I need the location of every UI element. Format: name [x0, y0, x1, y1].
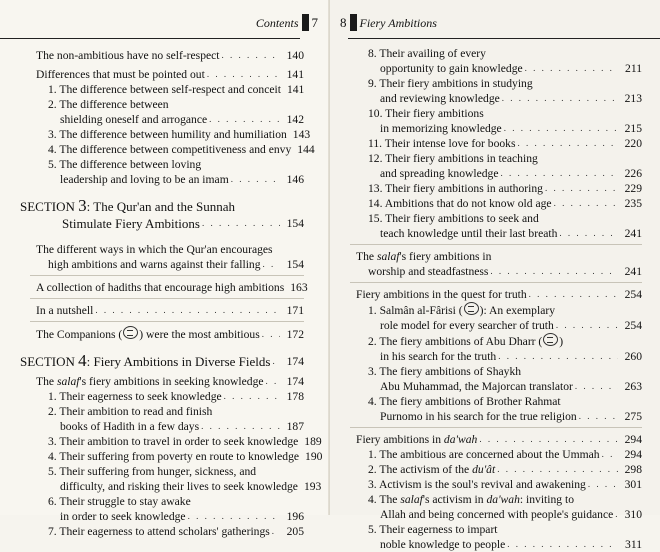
leader-dots	[231, 173, 280, 187]
right-toc	[356, 46, 642, 552]
toc-entry[interactable]: teach knowledge until their last breath . . . 241	[356, 226, 642, 241]
leader-dots	[497, 463, 618, 477]
page-ref: 141	[286, 83, 305, 96]
right-header-page-number: 8	[340, 15, 347, 30]
leader-dots	[224, 390, 280, 404]
page-ref: 254	[624, 319, 642, 332]
page-ref: 298	[624, 463, 642, 476]
leader-dots	[479, 433, 618, 447]
leader-dots	[201, 420, 280, 434]
toc-entry-line[interactable]: The salaf's fiery ambitions in	[356, 250, 492, 263]
toc-entry[interactable]: shielding oneself and arrogance . . . 142	[36, 112, 304, 127]
toc-entry[interactable]: 3. The difference between humility and humiliation 143	[48, 128, 311, 141]
leader-dots	[272, 355, 280, 370]
right-page	[330, 0, 660, 551]
toc-entry[interactable]: worship and steadfastness . . . 241	[356, 264, 642, 279]
toc-entry-line[interactable]: 15. Their fiery ambitions to seek and	[368, 212, 539, 225]
divider	[30, 321, 304, 322]
page-ref: 143	[292, 128, 311, 141]
toc-entry-line[interactable]: 5. Their suffering from hunger, sickness, and	[48, 465, 257, 478]
toc-entry[interactable]: 13. Their fiery ambitions in authoring . . . 229	[356, 181, 642, 196]
toc-entry[interactable]: and spreading knowledge . . . 226	[356, 166, 642, 181]
page-ref: 263	[624, 380, 642, 393]
left-page	[0, 0, 330, 538]
toc-entry[interactable]: The Companions ( ) were the most ambitious . . . 172	[36, 326, 304, 342]
toc-entry-line[interactable]: 5. Their eagerness to impart	[368, 523, 498, 536]
toc-entry[interactable]: Fiery ambitions in da'wah . . . 294	[356, 432, 642, 447]
leader-dots	[504, 122, 618, 136]
divider	[350, 244, 642, 245]
toc-entry-line[interactable]: 4. The salaf's activism in da'wah: inviting to	[368, 493, 574, 506]
leader-dots	[556, 319, 618, 333]
toc-entry[interactable]: The salaf's fiery ambitions in seeking knowledge . . . 174	[36, 374, 304, 389]
right-header-title: Fiery Ambitions	[359, 16, 437, 30]
toc-entry-line[interactable]: 2. Their ambition to read and finish	[48, 405, 213, 418]
toc-entry[interactable]: Differences that must be pointed out . . . 141	[36, 67, 304, 82]
page-ref: 229	[624, 182, 642, 195]
toc-entry[interactable]: and reviewing knowledge . . . 213	[356, 91, 642, 106]
leader-dots	[272, 525, 280, 539]
page-ref: 174	[286, 375, 304, 388]
toc-entry[interactable]: in memorizing knowledge . . . 215	[356, 121, 642, 136]
right-page-header	[340, 14, 437, 31]
leader-dots	[529, 288, 618, 302]
toc-entry[interactable]: high ambitions and warns against their falling . . . 154	[36, 257, 304, 272]
header-bar-marker	[302, 14, 309, 31]
page-ref: 220	[624, 137, 642, 150]
toc-entry[interactable]: 14. Ambitions that do not know old age . . . 235	[356, 196, 642, 211]
page-ref: 311	[625, 538, 642, 551]
leader-dots	[266, 375, 280, 389]
page-ref: 294	[624, 433, 642, 446]
toc-entry[interactable]: Allah and being concerned with people's guidance . . . 310	[356, 507, 642, 522]
page-ref: 154	[286, 217, 304, 230]
leader-dots	[188, 510, 280, 524]
toc-entry[interactable]: books of Hadith in a few days . . . 187	[36, 419, 304, 434]
header-bar-marker	[350, 14, 357, 31]
page-ref: 178	[286, 390, 304, 403]
page-ref: 260	[624, 350, 642, 363]
toc-entry[interactable]: role model for every searcher of truth . . . 254	[356, 318, 642, 333]
page-ref: 189	[304, 435, 322, 448]
page-ref: 174	[286, 355, 304, 368]
page-ref: 241	[624, 227, 642, 240]
toc-entry[interactable]: In a nutshell . . . 171	[36, 303, 304, 318]
leader-dots	[498, 350, 618, 364]
page-ref: 190	[305, 450, 323, 463]
page-ref: 310	[624, 508, 642, 521]
leader-dots	[263, 258, 280, 272]
page-ref: 171	[286, 304, 304, 317]
leader-dots	[502, 92, 618, 106]
page-ref: 241	[624, 265, 642, 278]
section-4-heading[interactable]: SECTION 4: Fiery Ambitions in Diverse Fields . . . 174	[20, 352, 304, 370]
page-ref: 144	[297, 143, 315, 156]
page-ref: 163	[290, 281, 308, 294]
toc-entry-line[interactable]: 12. Their fiery ambitions in teaching	[368, 152, 538, 165]
page-ref: 226	[624, 167, 642, 180]
toc-entry[interactable]: in his search for the truth . . . 260	[356, 349, 642, 364]
page-ref: 275	[624, 410, 642, 423]
honorific-glyph-icon	[464, 302, 479, 315]
page-ref: 211	[625, 62, 642, 75]
leader-dots	[202, 217, 280, 232]
honorific-glyph-icon	[123, 326, 138, 339]
toc-entry[interactable]: Purnomo in his search for the true religion . . . 275	[356, 409, 642, 424]
page-ref: 196	[286, 510, 304, 523]
toc-entry-line[interactable]: 1. Salmân al-Fârisi ( ): An exemplary	[368, 304, 556, 317]
toc-entry-line[interactable]: 5. The difference between loving	[48, 158, 202, 171]
toc-entry-line[interactable]: 10. Their fiery ambitions	[368, 107, 484, 120]
toc-entry[interactable]: Abu Muhammad, the Majorcan translator . . . 263	[356, 379, 642, 394]
toc-entry[interactable]: 3. Their ambition to travel in order to seek knowledge 189	[48, 435, 322, 448]
toc-entry[interactable]: in order to seek knowledge . . . 196	[36, 509, 304, 524]
leader-dots	[579, 410, 618, 424]
toc-entry[interactable]: 1. The ambitious are concerned about the Ummah . . . 294	[356, 447, 642, 462]
leader-dots	[222, 49, 280, 63]
divider	[30, 275, 304, 276]
leader-dots	[554, 197, 618, 211]
leader-dots	[490, 265, 618, 279]
toc-entry-line[interactable]: 8. Their availing of every	[368, 47, 486, 60]
toc-entry[interactable]: 2. The activism of the du'ât . . . 298	[356, 462, 642, 477]
toc-entry-line[interactable]: 6. Their struggle to stay awake	[48, 495, 191, 508]
toc-entry[interactable]: 11. Their intense love for books . . . 220	[356, 136, 642, 151]
divider	[350, 427, 642, 428]
toc-entry-line[interactable]: 4. The fiery ambitions of Brother Rahmat	[368, 395, 561, 408]
leader-dots	[500, 167, 618, 181]
toc-entry-line[interactable]: 2. The difference between	[48, 98, 169, 111]
page-ref: 215	[624, 122, 642, 135]
toc-entry[interactable]: 4. Their suffering from poverty en route to knowledge 190	[48, 450, 323, 463]
page-ref: 193	[303, 480, 322, 493]
toc-entry-line[interactable]: 3. The fiery ambitions of Shaykh	[368, 365, 522, 378]
leader-dots	[545, 182, 618, 196]
page-ref: 254	[624, 288, 642, 301]
toc-entry[interactable]: 1. Their eagerness to seek knowledge . . . 178	[36, 389, 304, 404]
leader-dots	[575, 380, 618, 394]
leader-dots	[507, 538, 618, 552]
toc-entry[interactable]: A collection of hadiths that encourage high ambitions 163	[36, 281, 308, 294]
leader-dots	[525, 62, 618, 76]
toc-entry[interactable]: 7. Their eagerness to attend scholars' gatherings . . . 205	[36, 524, 304, 539]
leader-dots	[262, 328, 280, 342]
page-ref: 172	[286, 328, 304, 341]
leader-dots	[588, 478, 618, 492]
header-rule	[0, 38, 300, 39]
divider	[350, 282, 642, 283]
page-ref: 187	[286, 420, 304, 433]
toc-entry-line[interactable]: The different ways in which the Qur'an encourages	[36, 243, 273, 256]
toc-entry[interactable]: leadership and loving to be an imam . . . 146	[36, 172, 304, 187]
leader-dots	[517, 137, 618, 151]
leader-dots	[559, 227, 618, 241]
toc-entry[interactable]: noble knowledge to people . . . 311	[356, 537, 642, 552]
left-page-header	[256, 14, 318, 31]
left-toc	[20, 48, 323, 539]
page-ref: 205	[286, 525, 304, 538]
leader-dots	[602, 448, 618, 462]
toc-entry[interactable]: difficulty, and risking their lives to seek knowledge 193	[60, 480, 322, 493]
left-header-page-number: 7	[311, 15, 318, 30]
leader-dots	[95, 304, 280, 318]
page-ref: 142	[286, 113, 304, 126]
toc-entry[interactable]: The non-ambitious have no self-respect . . . 140	[36, 48, 304, 63]
leader-dots	[209, 113, 280, 127]
page-ref: 235	[624, 197, 642, 210]
section-3-heading[interactable]: SECTION 3: The Qur'an and the Sunnah	[20, 196, 235, 215]
page-ref: 294	[624, 448, 642, 461]
page-ref: 140	[286, 49, 304, 62]
header-rule	[348, 38, 660, 39]
toc-entry[interactable]: 4. The difference between competitiveness and envy 144	[48, 143, 315, 156]
left-header-title: Contents	[255, 16, 299, 30]
toc-entry[interactable]: Fiery ambitions in the quest for truth . . . 254	[356, 287, 642, 302]
page-ref: 141	[286, 68, 304, 81]
page-ref: 213	[624, 92, 642, 105]
toc-entry[interactable]: 1. The difference between self-respect and conceit 141	[48, 83, 305, 96]
page-ref: 301	[624, 478, 642, 491]
honorific-glyph-icon	[543, 333, 558, 346]
toc-entry-line[interactable]: 9. Their fiery ambitions in studying	[368, 77, 533, 90]
toc-entry-line[interactable]: 2. The fiery ambitions of Abu Dharr ( )	[368, 335, 564, 348]
toc-entry[interactable]: opportunity to gain knowledge . . . 211	[356, 61, 642, 76]
section-3-heading-line2[interactable]: Stimulate Fiery Ambitions . . . 154	[20, 215, 304, 232]
leader-dots	[207, 68, 280, 82]
page-ref: 146	[286, 173, 304, 186]
page-ref: 154	[286, 258, 304, 271]
divider	[30, 298, 304, 299]
toc-entry[interactable]: 3. Activism is the soul's revival and awakening . . . 301	[356, 477, 642, 492]
